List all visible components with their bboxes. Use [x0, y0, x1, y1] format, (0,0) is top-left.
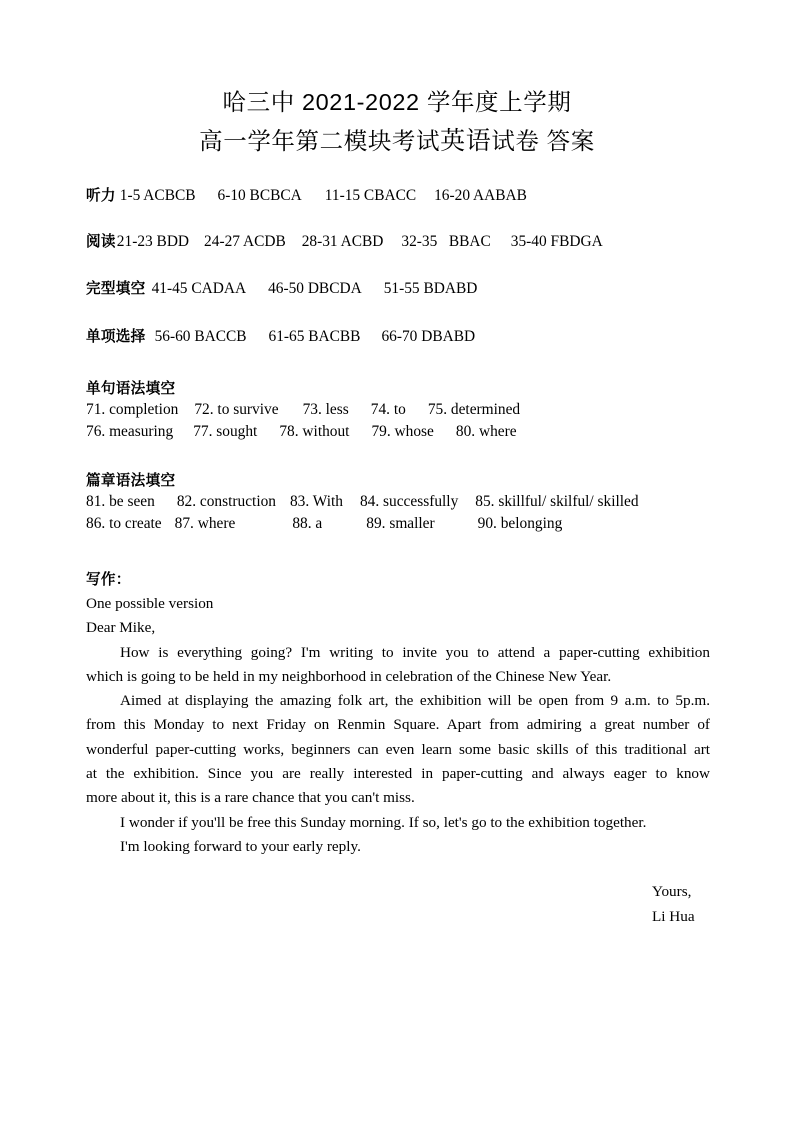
passage-grammar-label: 篇章语法填空 — [86, 472, 176, 489]
passage-grammar-row-1 — [86, 491, 716, 513]
answer-item: 35-40 FBDGA — [510, 233, 603, 250]
writing-label: 写作： — [86, 571, 131, 588]
title-line-2-suffix: 试卷 答案 — [491, 128, 595, 154]
answer-item: 16-20 AABAB — [434, 187, 527, 204]
writing-signature: Li Hua — [652, 907, 695, 925]
multiple-choice-line — [86, 327, 716, 347]
section-listening — [86, 186, 716, 206]
answer-item: 21-23 BDD — [116, 233, 190, 250]
answer-item: 72. to survive — [194, 401, 279, 418]
passage-grammar-row-2 — [86, 513, 716, 535]
section-sentence-grammar — [86, 378, 716, 442]
answer-item: 56-60 BACCB — [154, 328, 247, 345]
answer-item: 24-27 ACDB — [204, 233, 286, 250]
writing-paragraph-2-line-3: wonderful paper-cutting works, beginners can even learn some basic skills of this traditional art — [86, 740, 710, 758]
answer-item: 6-10 BCBCA — [217, 187, 302, 204]
answer-item: 88. a — [292, 514, 323, 532]
answer-item: 46-50 DBCDA — [268, 280, 362, 297]
answer-item: 76. measuring — [86, 422, 174, 440]
cloze-items — [146, 280, 478, 297]
section-passage-grammar — [86, 470, 716, 534]
answer-item: 41-45 CADAA — [151, 280, 247, 297]
answer-item: 28-31 ACBD — [301, 233, 384, 250]
listening-items — [116, 187, 527, 204]
writing-paragraph-1-line-2: which is going to be held in my neighborhood in celebration of the Chinese New Year. — [86, 667, 612, 685]
answer-item: 84. successfully — [359, 493, 459, 510]
page-title — [84, 84, 710, 161]
answer-item: 77. sought — [193, 422, 258, 440]
answer-item: 71. completion — [86, 401, 179, 418]
section-cloze — [86, 279, 716, 299]
answer-item: 89. smaller — [366, 514, 435, 532]
sentence-grammar-row-2 — [86, 421, 716, 443]
sentence-grammar-row-1 — [86, 399, 716, 421]
writing-paragraph-2-line-1: Aimed at displaying the amazing folk art, the exhibition will be open from 9 a.m. to 5p.m. — [120, 692, 710, 710]
section-multiple-choice — [86, 327, 716, 347]
reading-items — [116, 233, 603, 250]
answer-item: 73. less — [302, 401, 349, 418]
answer-item: 81. be seen — [86, 493, 155, 510]
title-line-1: 哈三中 2021-2022 学年度上学期 — [222, 89, 572, 115]
writing-paragraph-2-line-2: from this Monday to next Friday on Renmin Square. Apart from admiring a great number of — [86, 716, 710, 734]
writing-paragraph-3: I wonder if you'll be free this Sunday morning. If so, let's go to the exhibition together. — [120, 813, 647, 831]
listening-line — [86, 186, 716, 206]
answer-item: 79. whose — [371, 422, 434, 440]
answer-item: 75. determined — [427, 401, 521, 418]
title-line-2-prefix: 高一学年第二模块考试 — [199, 128, 441, 154]
answer-item: 74. to — [370, 401, 406, 418]
writing-paragraph-1-line-1: How is everything going? I'm writing to invite you to attend a paper-cutting exhibition — [120, 643, 710, 661]
cloze-line — [86, 279, 716, 299]
writing-paragraph-4: I'm looking forward to your early reply. — [120, 837, 361, 855]
answer-item: 80. where — [455, 422, 517, 440]
writing-closing: Yours, — [652, 883, 692, 900]
answer-item: 1-5 ACBCB — [119, 187, 196, 204]
writing-paragraph-2-line-4: at the exhibition. Since you are really interested in paper-cutting and always eager to know — [86, 765, 710, 783]
answer-item: 66-70 DBABD — [381, 328, 476, 345]
section-reading — [86, 232, 716, 252]
answer-item: 85. skillful/ skilful/ skilled — [475, 493, 639, 510]
answer-item: 11-15 CBACC — [324, 187, 417, 204]
answer-item: 86. to create — [86, 514, 162, 532]
cloze-label: 完型填空 — [86, 280, 146, 297]
listening-label: 听力 — [86, 187, 116, 204]
answer-item: 90. belonging — [477, 514, 563, 532]
answer-item: 82. construction — [176, 493, 276, 510]
answer-item: 51-55 BDABD — [383, 280, 478, 297]
answer-item: 32-35 BBAC — [401, 233, 491, 250]
sentence-grammar-label: 单句语法填空 — [86, 380, 176, 397]
writing-body — [86, 592, 710, 859]
answer-item: 87. where — [174, 514, 236, 532]
writing-salutation: Dear Mike, — [86, 619, 156, 637]
writing-signoff — [652, 880, 695, 929]
answer-item: 83. With — [289, 493, 343, 510]
reading-line — [86, 232, 716, 252]
title-line-2 — [84, 121, 710, 161]
answer-item: 78. without — [279, 422, 350, 440]
multiple-choice-label: 单项选择 — [86, 328, 146, 345]
title-subject-emphasis: 英语 — [440, 126, 492, 155]
reading-label: 阅读 — [86, 233, 116, 250]
writing-paragraph-2-line-5: more about it, this is a rare chance that you can't miss. — [86, 789, 415, 807]
multiple-choice-items — [146, 328, 476, 345]
writing-note: One possible version — [86, 595, 214, 612]
answer-item: 61-65 BACBB — [268, 328, 361, 345]
